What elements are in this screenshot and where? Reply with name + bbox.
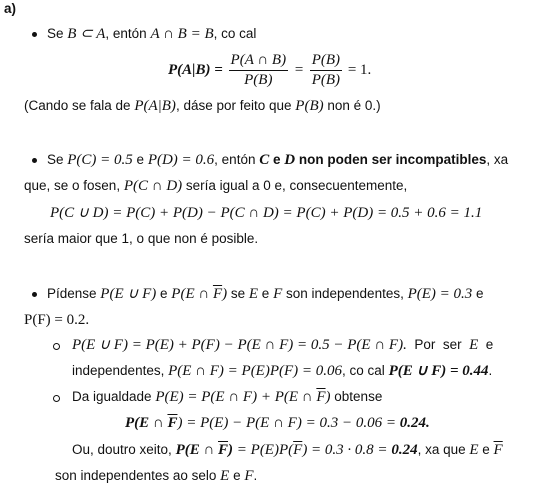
math: P(C ∩ D) bbox=[123, 178, 183, 194]
bullet-2 bbox=[32, 158, 37, 163]
text: e bbox=[472, 286, 484, 301]
math: ) bbox=[325, 389, 331, 405]
math: 0.24. bbox=[399, 415, 430, 431]
math: P(E ∩ bbox=[171, 286, 213, 302]
fraction-denominator: P(B) bbox=[311, 72, 341, 88]
bullet-1 bbox=[32, 32, 37, 37]
item2-line2 bbox=[24, 177, 407, 195]
sub2-alt bbox=[72, 441, 503, 459]
math: P(D) = 0.6 bbox=[147, 152, 215, 168]
math: P(E) = P(E ∩ F) + P(E ∩ bbox=[155, 389, 317, 405]
text: (Cando se fala de bbox=[24, 98, 135, 113]
text: Se bbox=[47, 26, 68, 41]
math: P(E ∩ F) = P(E)P(F) = 0.06 bbox=[168, 363, 343, 379]
math: $\overline{F}$ bbox=[218, 442, 229, 458]
text: Se bbox=[47, 152, 68, 167]
math: A ∩ B = B bbox=[150, 26, 214, 42]
math: P(E ∪ F) = 0.44 bbox=[388, 363, 489, 379]
text: , co cal bbox=[213, 26, 257, 41]
text: , co cal bbox=[342, 363, 389, 378]
math: $\overline{F}$ bbox=[212, 286, 223, 302]
math: P(E ∪ F) bbox=[100, 286, 157, 302]
math: P(B) bbox=[295, 98, 324, 114]
text: , entón bbox=[105, 26, 151, 41]
math: E bbox=[248, 286, 259, 302]
math: F bbox=[273, 286, 283, 302]
item2-line4: sería maior que 1, o que non é posible. bbox=[24, 231, 259, 246]
math: $\overline{F}$ bbox=[167, 415, 178, 431]
text: Ou, doutro xeito, bbox=[72, 442, 176, 457]
fraction-numerator: P(A ∩ B) bbox=[229, 52, 289, 71]
sub2-line1 bbox=[72, 388, 382, 406]
text: . bbox=[488, 363, 493, 378]
math: $\overline{F}$ bbox=[293, 442, 303, 458]
math: P(C) = 0.5 bbox=[67, 152, 133, 168]
math: P(E ∩ bbox=[175, 442, 219, 458]
text: , xa que bbox=[417, 442, 470, 457]
math: = P(E)P( bbox=[233, 442, 294, 458]
text: se bbox=[227, 286, 249, 301]
sub2-equation bbox=[125, 414, 430, 432]
math: $\overline{F}$ bbox=[316, 389, 326, 405]
text: independentes, bbox=[72, 363, 169, 378]
equals: = bbox=[293, 62, 304, 79]
sub-bullet-1 bbox=[53, 343, 60, 350]
text: son independentes, bbox=[282, 286, 408, 301]
sub1-line2 bbox=[72, 362, 492, 380]
text: , dáse por feito que bbox=[175, 98, 296, 113]
math: E bbox=[469, 442, 479, 458]
fraction-1 bbox=[229, 52, 289, 89]
item3-line2: P(F) = 0.2. bbox=[24, 312, 90, 328]
text: non é 0.) bbox=[323, 98, 381, 113]
bullet-3 bbox=[32, 292, 37, 297]
sub2-last bbox=[55, 467, 257, 485]
math: C bbox=[259, 152, 270, 168]
text: e bbox=[478, 442, 494, 457]
text: e bbox=[132, 152, 148, 167]
item3-line1 bbox=[47, 285, 484, 303]
text: sería igual a 0 e, consecuentemente, bbox=[182, 178, 408, 193]
math: E bbox=[220, 468, 230, 484]
text: Pídense bbox=[47, 286, 101, 301]
text: Por ser bbox=[406, 337, 470, 352]
math: B ⊂ A bbox=[67, 26, 106, 42]
text: e bbox=[269, 152, 285, 167]
item2-equation: P(C ∪ D) = P(C) + P(D) − P(C ∩ D) = P(C) + P(D) = 0.5 + 0.6 = 1.1 bbox=[50, 205, 483, 221]
item1-line1 bbox=[47, 25, 256, 43]
text: e bbox=[258, 286, 274, 301]
item1-note bbox=[24, 97, 381, 115]
text: . bbox=[253, 468, 258, 483]
math: P(E ∩ bbox=[125, 415, 168, 431]
text: , xa bbox=[486, 152, 509, 167]
section-label: a) bbox=[4, 1, 17, 16]
fraction-denominator: P(B) bbox=[244, 72, 273, 88]
sub1-line1 bbox=[72, 336, 493, 354]
text: e bbox=[229, 468, 245, 483]
math: ) = P(E) − P(E ∩ F) = 0.3 − 0.06 = bbox=[177, 415, 400, 431]
text: son independentes ao selo bbox=[55, 468, 221, 483]
math: P(A|B) bbox=[134, 98, 176, 114]
text: , entón bbox=[214, 152, 260, 167]
item2-line1 bbox=[47, 151, 508, 169]
math: D bbox=[284, 152, 296, 168]
math: ) bbox=[228, 442, 234, 458]
math: ) bbox=[222, 286, 228, 302]
equation-rhs: = 1. bbox=[347, 62, 372, 79]
math: $\overline{F}$ bbox=[493, 442, 503, 458]
math: ) = 0.3 · 0.8 = bbox=[302, 442, 392, 458]
fraction-2 bbox=[310, 52, 342, 89]
math: F bbox=[244, 468, 254, 484]
text: e bbox=[156, 286, 172, 301]
text: que, se o fosen, bbox=[24, 178, 124, 193]
fraction-numerator: P(B) bbox=[310, 52, 342, 71]
text: obtense bbox=[330, 389, 383, 404]
equation-lhs: P(A|B) = bbox=[168, 62, 223, 79]
math: 0.24 bbox=[391, 442, 418, 458]
text: non poden ser incompatibles bbox=[295, 152, 487, 167]
math: P(E ∪ F) = P(E) + P(F) − P(E ∩ F) = 0.5 − P(E ∩ F). bbox=[72, 337, 407, 353]
text: e bbox=[478, 337, 494, 352]
math: P(E) = 0.3 bbox=[407, 286, 473, 302]
math: E bbox=[469, 337, 479, 353]
sub-bullet-2 bbox=[53, 395, 60, 402]
item1-equation bbox=[168, 52, 371, 89]
text: Da igualdade bbox=[72, 389, 156, 404]
